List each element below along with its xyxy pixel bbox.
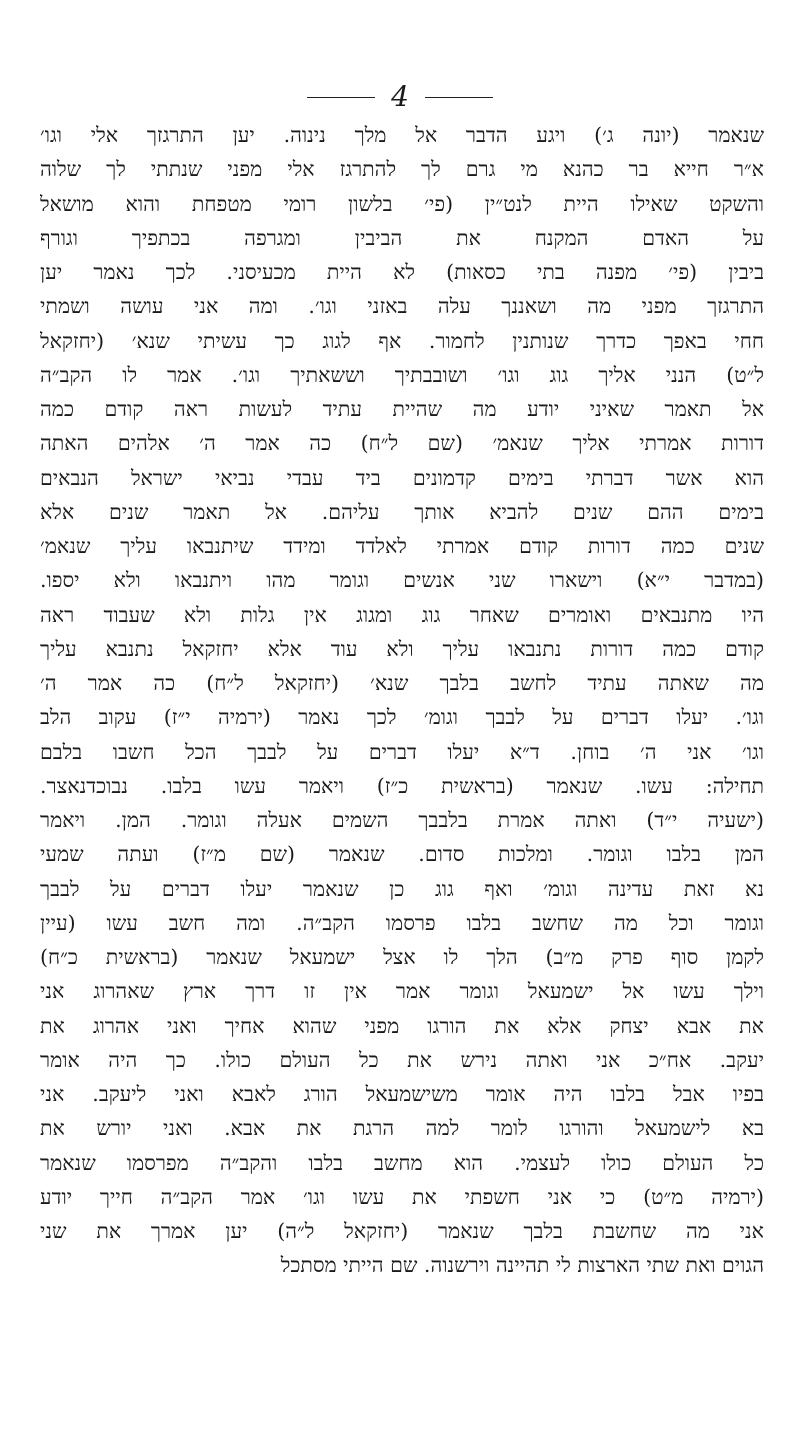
text-line: ל״ט) הנני אליך גוג וגו׳ ושובבתיך וששאתיך וגו׳. אמר לו הקב״ה [40, 362, 764, 387]
text-line: תחילה: עשו. שנאמר (בראשית כ״ז) ויאמר עשו בלבו. נבוכדנאצר. [40, 773, 764, 798]
text-line: א״ר חייא בר כהנא מי גרם לך להתרגז אלי מפני שנתתי לך שלוה [40, 157, 764, 182]
text-line: וגו׳ אני ה׳ בוחן. ד״א יעלו דברים על לבבך הכל חשבו בלבם [40, 739, 764, 764]
text-line: היו מתנבאים ואומרים שאחר גוג ומגוג אין גלות ולא שעבוד ראה [40, 602, 764, 627]
text-line: וגומר וכל מה שחשב בלבו פרסמו הקב״ה. ומה חשב עשו (עיין [40, 910, 764, 935]
text-line: את אבא יצחק אלא את הורגו מפני שהוא אחיך ואני אהרוג את [40, 1013, 764, 1038]
text-line: על האדם המקנח את הביבין ומגרפה בכתפיך וגורף [40, 225, 764, 250]
right-dash-divider [425, 97, 493, 98]
text-line: אל תאמר שאיני יודע מה שהיית עתיד לעשות ראה קודם כמה [40, 397, 764, 421]
text-line: שנאמר (יונה ג׳) ויגע הדבר אל מלך נינוה. יען התרגזך אלי וגו׳ [40, 123, 764, 147]
text-line: חחי באפך כדרך שנותנין לחמור. אף לגוג כך עשיתי שנא׳ (יחזקאל [40, 328, 764, 353]
text-line: וגו׳. יעלו דברים על לבבך וגומ׳ לכך נאמר (ירמיה י״ז) עקוב הלב [40, 705, 764, 730]
text-line: לקמן סוף פרק מ״ב) הלך לו אצל ישמעאל שנאמר (בראשית כ״ח) [40, 945, 764, 969]
text-line: והשקט שאילו היית לנט״ין (פי׳ בלשון רומי מטפחת והוא מושאל [40, 191, 764, 216]
text-line: (במדבר י״א) וישארו שני אנשים וגומר מהו ויתנבאו ולא יספו. [40, 568, 764, 593]
text-line: התרגזך מפני מה ושאננך עלה באזני וגו׳. ומה אני עושה ושמתי [40, 294, 764, 319]
page-header [0, 82, 800, 112]
text-line: בימים ההם שנים להביא אותך עליהם. אל תאמר שנים אלא [40, 499, 764, 524]
text-line: בפיו אבל בלבו היה אומר משישמעאל הורג לאבא ואני ליעקב. אני [40, 1082, 764, 1106]
text-line: יעקב. אח״כ אני ואתה נירש את כל העולם כולו. כך היה אומר [40, 1047, 764, 1072]
text-line: מה שאתה עתיד לחשב בלבך שנא׳ (יחזקאל ל״ח) כה אמר ה׳ [40, 671, 764, 695]
text-line: דורות אמרתי אליך שנאמ׳ (שם ל״ח) כה אמר ה׳ אלהים האתה [40, 431, 764, 456]
text-line: כל העולם כולו לעצמי. הוא מחשב בלבו והקב״ה מפרסמו שנאמר [40, 1150, 764, 1175]
page-number: 4 [391, 80, 409, 113]
text-line: אני מה שחשבת בלבך שנאמר (יחזקאל ל״ה) יען אמרך את שני [40, 1219, 764, 1243]
text-line: נא זאת עדינה וגומ׳ ואף גוג כן שנאמר יעלו דברים על לבבך [40, 876, 764, 901]
left-dash-divider [307, 97, 375, 98]
text-line: הגוים ואת שתי הארצות לי תהיינה וירשנוה. שם הייתי מסתכל [280, 1253, 764, 1278]
text-line: קודם כמה דורות נתנבאו עליך ולא עוד אלא יחזקאל נתנבא עליך [40, 636, 764, 661]
text-line: המן בלבו וגומר. ומלכות סדום. שנאמר (שם מ״ז) ועתה שמעי [40, 842, 764, 867]
text-line: (ירמיה מ״ט) כי אני חשפתי את עשו וגו׳ אמר הקב״ה חייך יודע [40, 1184, 764, 1209]
body-text [40, 118, 764, 1283]
text-line: בא לישמעאל והורגו לומר למה הרגת את אבא. ואני יורש את [40, 1116, 764, 1141]
text-line: (ישעיה י״ד) ואתה אמרת בלבבך השמים אעלה וגומר. המן. ויאמר [40, 808, 764, 832]
text-line: וילך עשו אל ישמעאל וגומר אמר אין זו דרך ארץ שאהרוג אני [40, 979, 764, 1004]
text-line: שנים כמה דורות קודם אמרתי לאלדד ומידד שיתנבאו עליך שנאמ׳ [40, 534, 764, 558]
text-line: הוא אשר דברתי בימים קדמונים ביד עבדי נביאי ישראל הנבאים [40, 465, 764, 490]
text-line: ביבין (פי׳ מפנה בתי כסאות) לא היית מכעיסני. לכך נאמר יען [40, 260, 764, 284]
